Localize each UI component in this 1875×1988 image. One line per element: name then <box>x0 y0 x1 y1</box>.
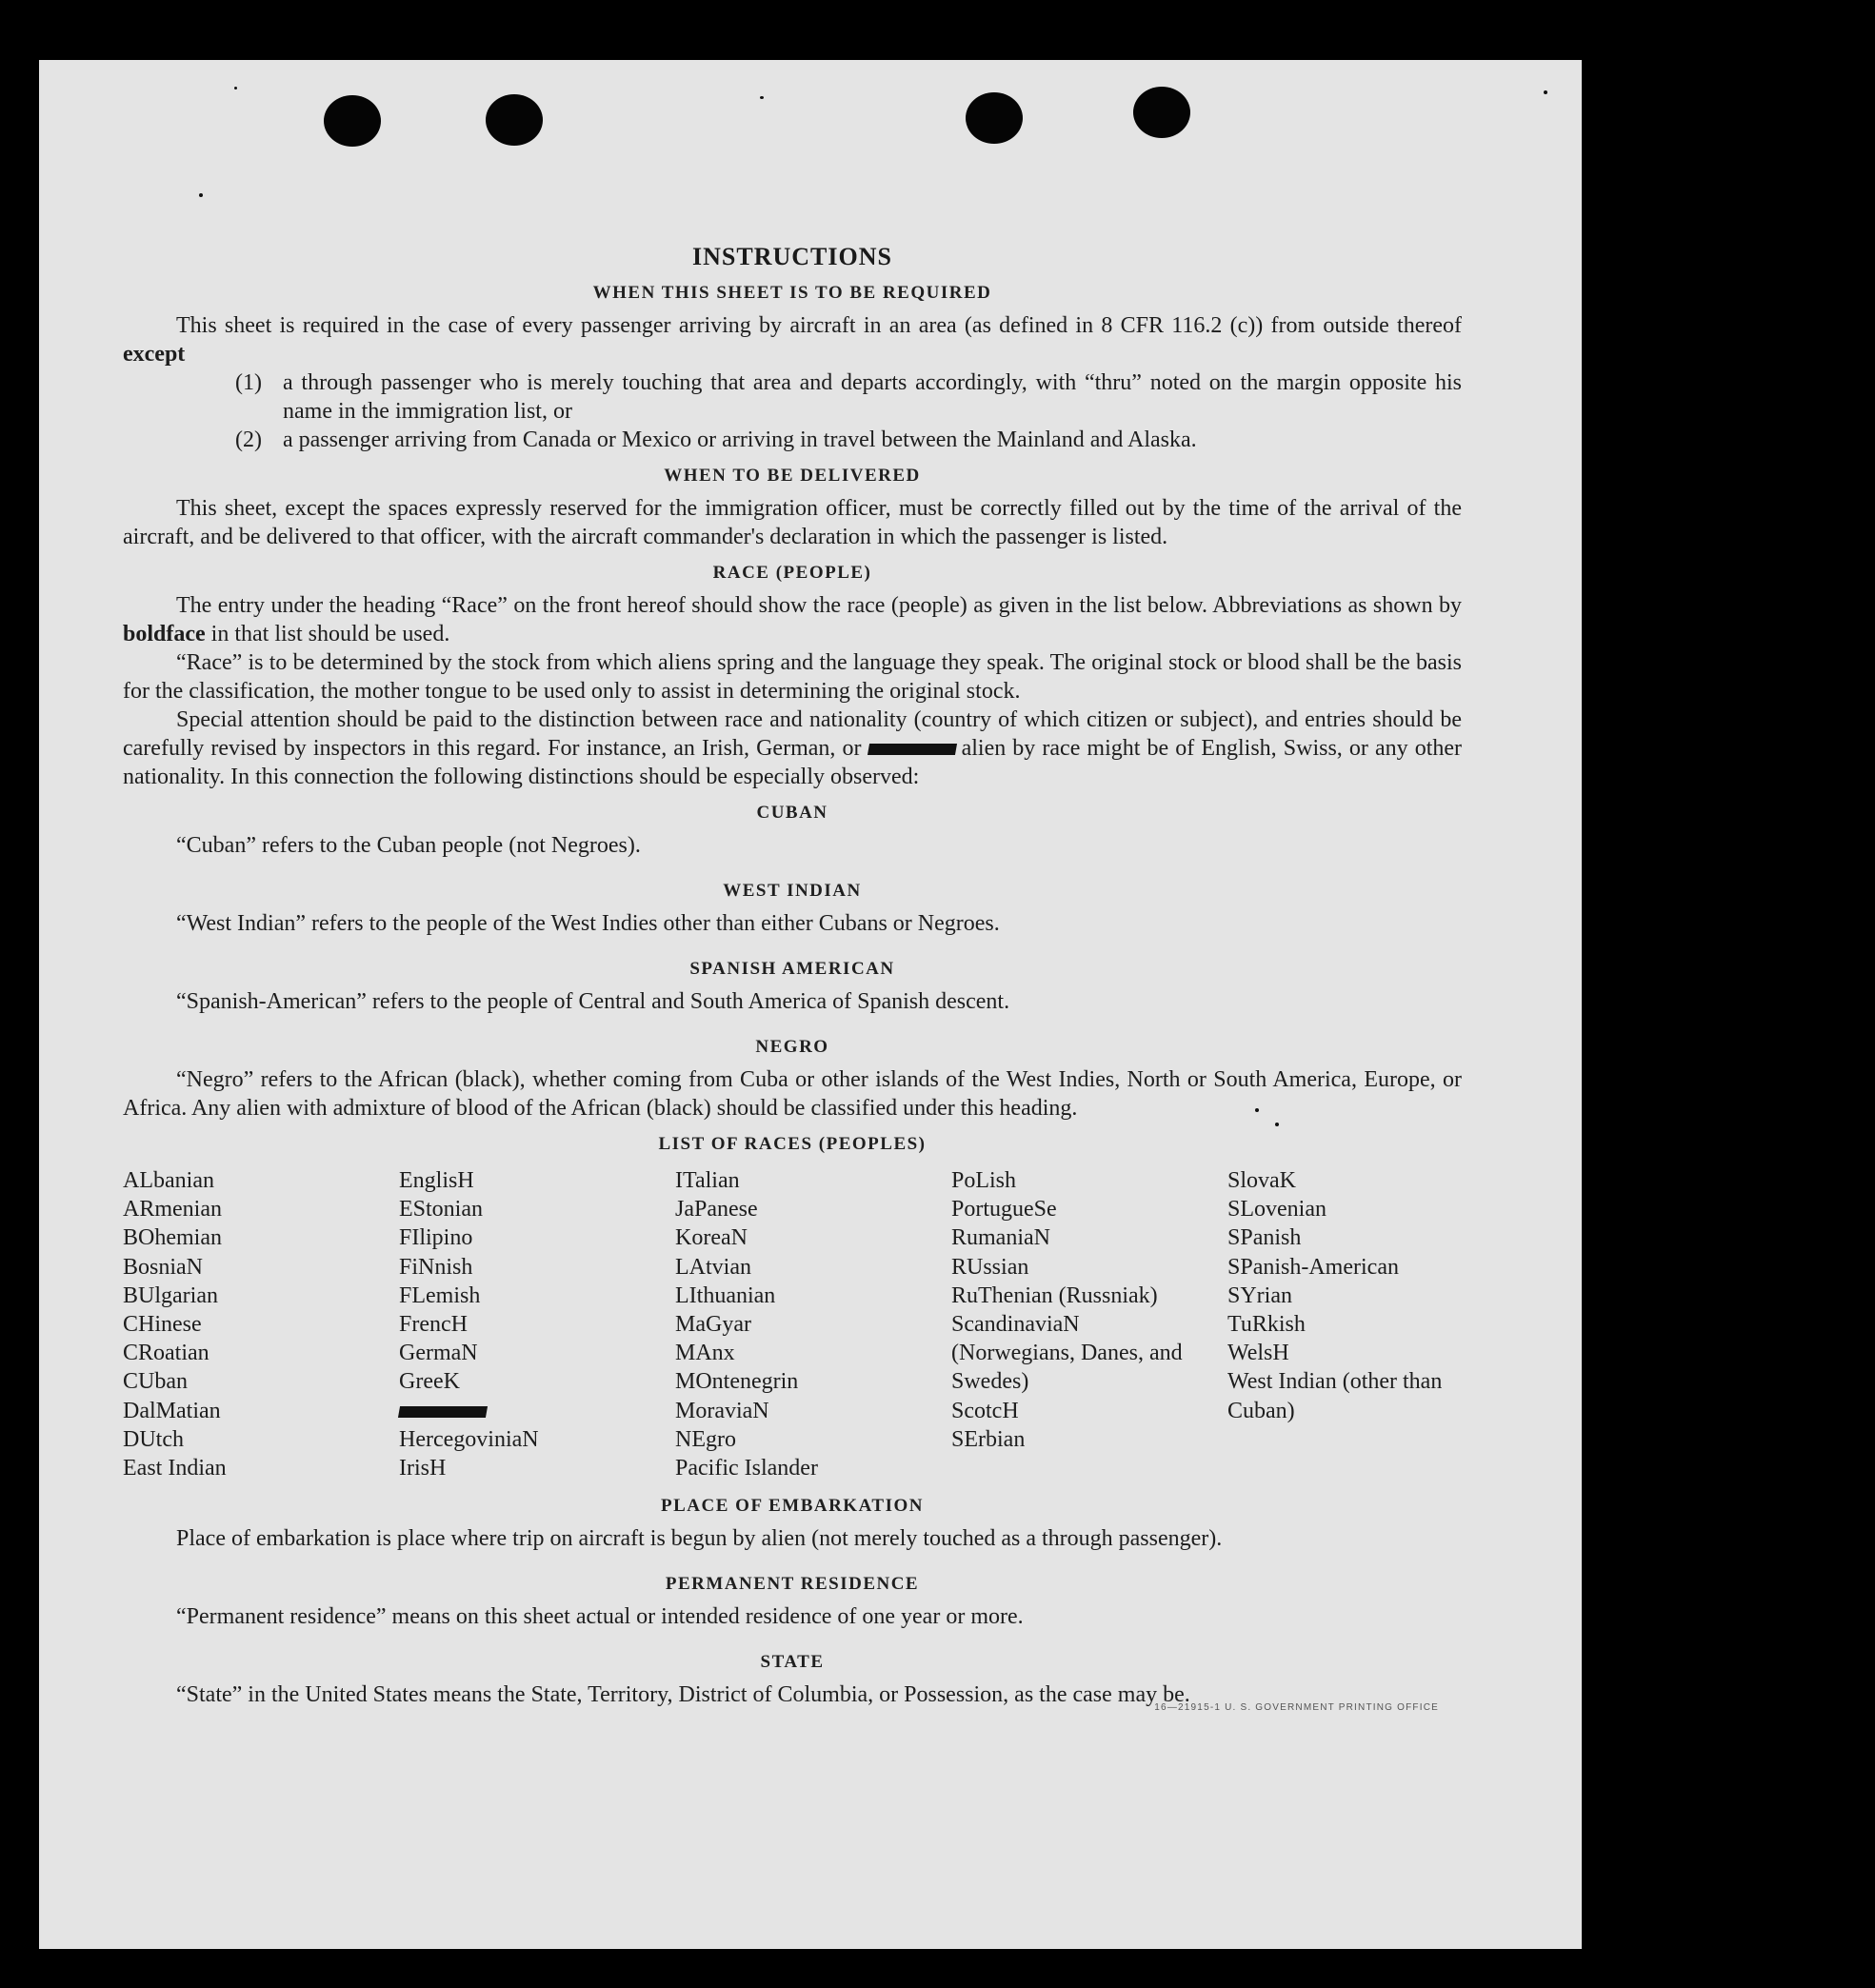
section-heading-when-required: WHEN THIS SHEET IS TO BE REQUIRED <box>592 283 992 303</box>
list-item: (2) a passenger arriving from Canada or Mexico or arriving in travel between the Mainland and Alaska. <box>235 427 1197 452</box>
section-heading-when-delivered: WHEN TO BE DELIVERED <box>664 466 921 486</box>
race-item: DalMatian <box>123 1398 221 1423</box>
paragraph: Place of embarkation is place where trip on aircraft is begun by alien (not merely touched as a through passenger). <box>176 1526 1223 1552</box>
race-item: SErbian <box>951 1426 1026 1452</box>
document-page <box>39 60 1582 1949</box>
paragraph: “Cuban” refers to the Cuban people (not Negroes). <box>176 833 641 858</box>
speck <box>1544 90 1547 94</box>
race-item: MAnx <box>675 1341 735 1366</box>
race-item: ARmenian <box>123 1197 222 1223</box>
race-item: ALbanian <box>123 1168 214 1193</box>
race-item: CHinese <box>123 1312 202 1338</box>
paragraph: “Race” is to be determined by the stock from which aliens spring and the language they speak. The original stock or blood shall be the basis for the classification, the mother tongue to be used only to assist in determining the original stock. <box>123 650 1462 704</box>
race-column <box>399 1166 675 1482</box>
race-item: CUban <box>123 1369 188 1395</box>
section-heading-west-indian: WEST INDIAN <box>723 881 862 901</box>
race-item: EnglisH <box>399 1168 474 1193</box>
section-heading-permanent-residence: PERMANENT RESIDENCE <box>665 1574 920 1595</box>
race-item: FrencH <box>399 1312 468 1338</box>
race-item: WelsH <box>1227 1341 1289 1366</box>
paragraph: This sheet is required in the case of every passenger arriving by aircraft in an area (as defined in 8 CFR 116.2 (c)) from outside thereof except <box>123 313 1462 367</box>
race-item: SlovaK <box>1227 1168 1296 1193</box>
race-item: Pacific Islander <box>675 1456 818 1481</box>
paragraph: “State” in the United States means the State, Territory, District of Columbia, or Possession, as the case may be. <box>176 1682 1190 1708</box>
section-heading-cuban: CUBAN <box>756 803 828 823</box>
race-item: SPanish <box>1227 1225 1302 1251</box>
race-item: LIthuanian <box>675 1282 776 1308</box>
paragraph: “West Indian” refers to the people of the West Indies other than either Cubans or Negroes. <box>176 911 1000 936</box>
race-item: FIlipino <box>399 1225 473 1251</box>
section-heading-list-of-races: LIST OF RACES (PEOPLES) <box>658 1134 927 1154</box>
punch-hole <box>324 95 381 147</box>
race-column <box>123 1166 399 1482</box>
race-item: East Indian <box>123 1456 227 1481</box>
speck <box>760 96 764 99</box>
race-item: JaPanese <box>675 1197 758 1223</box>
paragraph: Special attention should be paid to the distinction between race and nationality (country of which citizen or subject), and entries should be carefully revised by inspectors in this regard. For instance, an Irish, German, or alien by race might be of English, Swiss, or any other nationality. In this connection the following distinctions should be especially observed: <box>123 707 1463 789</box>
race-item: IrisH <box>399 1456 447 1481</box>
race-item: SLovenian <box>1227 1197 1326 1223</box>
race-item: ScandinaviaN (Norwegians, Danes, and Swedes) <box>951 1312 1183 1395</box>
race-item: ITalian <box>675 1168 740 1193</box>
redaction-mark <box>398 1406 488 1418</box>
printing-office-code: 16—21915-1 U. S. GOVERNMENT PRINTING OFFICE <box>1154 1702 1439 1714</box>
race-item: GreeK <box>399 1369 460 1395</box>
race-item: CRoatian <box>123 1341 209 1366</box>
race-item: SPanish-American <box>1227 1254 1399 1280</box>
race-item: BUlgarian <box>123 1282 218 1308</box>
race-item: MaGyar <box>675 1312 751 1338</box>
race-item: RuThenian (Russniak) <box>951 1282 1158 1308</box>
paragraph: “Spanish-American” refers to the people of Central and South America of Spanish descent. <box>176 989 1010 1014</box>
race-item: HercegoviniaN <box>399 1426 539 1452</box>
section-heading-negro: NEGRO <box>755 1037 829 1057</box>
race-item-redacted <box>399 1397 675 1425</box>
punch-hole <box>1133 87 1190 138</box>
race-item: BOhemian <box>123 1225 222 1251</box>
race-item: NEgro <box>675 1426 736 1452</box>
race-item: DUtch <box>123 1426 184 1452</box>
race-item: ScotcH <box>951 1398 1019 1423</box>
speck <box>234 87 237 89</box>
punch-hole <box>966 92 1023 144</box>
race-column <box>675 1166 951 1482</box>
race-item: PortugueSe <box>951 1197 1057 1223</box>
race-item: BosniaN <box>123 1254 203 1280</box>
race-item: TuRkish <box>1227 1312 1306 1338</box>
race-item: SYrian <box>1227 1282 1292 1308</box>
race-list <box>123 1166 1462 1482</box>
document-title: INSTRUCTIONS <box>692 243 892 270</box>
paragraph: “Negro” refers to the African (black), whether coming from Cuba or other islands of the West Indies, North or South America, Europe, or Africa. Any alien with admixture of blood of the African (black) should be classified under this heading. <box>123 1067 1462 1121</box>
race-item: LAtvian <box>675 1254 751 1280</box>
race-column <box>1227 1166 1475 1482</box>
race-item: KoreaN <box>675 1225 748 1251</box>
race-item: FLemish <box>399 1282 481 1308</box>
race-item: RUssian <box>951 1254 1029 1280</box>
race-item: MoraviaN <box>675 1398 769 1423</box>
section-heading-state: STATE <box>760 1652 825 1673</box>
list-item: (1) a through passenger who is merely touching that area and departs accordingly, with “thru” noted on the margin opposite his name in the immigration list, or <box>235 370 1462 424</box>
document-body <box>123 184 1463 1714</box>
section-heading-embarkation: PLACE OF EMBARKATION <box>661 1496 924 1517</box>
paragraph: The entry under the heading “Race” on the front hereof should show the race (people) as given in the list below. Abbreviations as shown by boldface in that list should be used. <box>123 593 1462 646</box>
race-item: West Indian (other than Cuban) <box>1227 1369 1443 1423</box>
redaction-mark <box>868 744 957 755</box>
punch-hole <box>486 94 543 146</box>
race-item: GermaN <box>399 1341 478 1366</box>
race-item: FiNnish <box>399 1254 473 1280</box>
paragraph: This sheet, except the spaces expressly reserved for the immigration officer, must be correctly filled out by the time of the arrival of the aircraft, and be delivered to that officer, with the aircraft commander's declaration in which the passenger is listed. <box>123 496 1462 549</box>
race-item: RumaniaN <box>951 1225 1050 1251</box>
paragraph: “Permanent residence” means on this sheet actual or intended residence of one year or more. <box>176 1604 1024 1630</box>
race-column <box>951 1166 1227 1482</box>
section-heading-spanish-american: SPANISH AMERICAN <box>689 959 895 979</box>
race-item: MOntenegrin <box>675 1369 799 1395</box>
section-heading-race: RACE (PEOPLE) <box>712 563 872 583</box>
race-item: PoLish <box>951 1168 1017 1193</box>
race-item: EStonian <box>399 1197 483 1223</box>
